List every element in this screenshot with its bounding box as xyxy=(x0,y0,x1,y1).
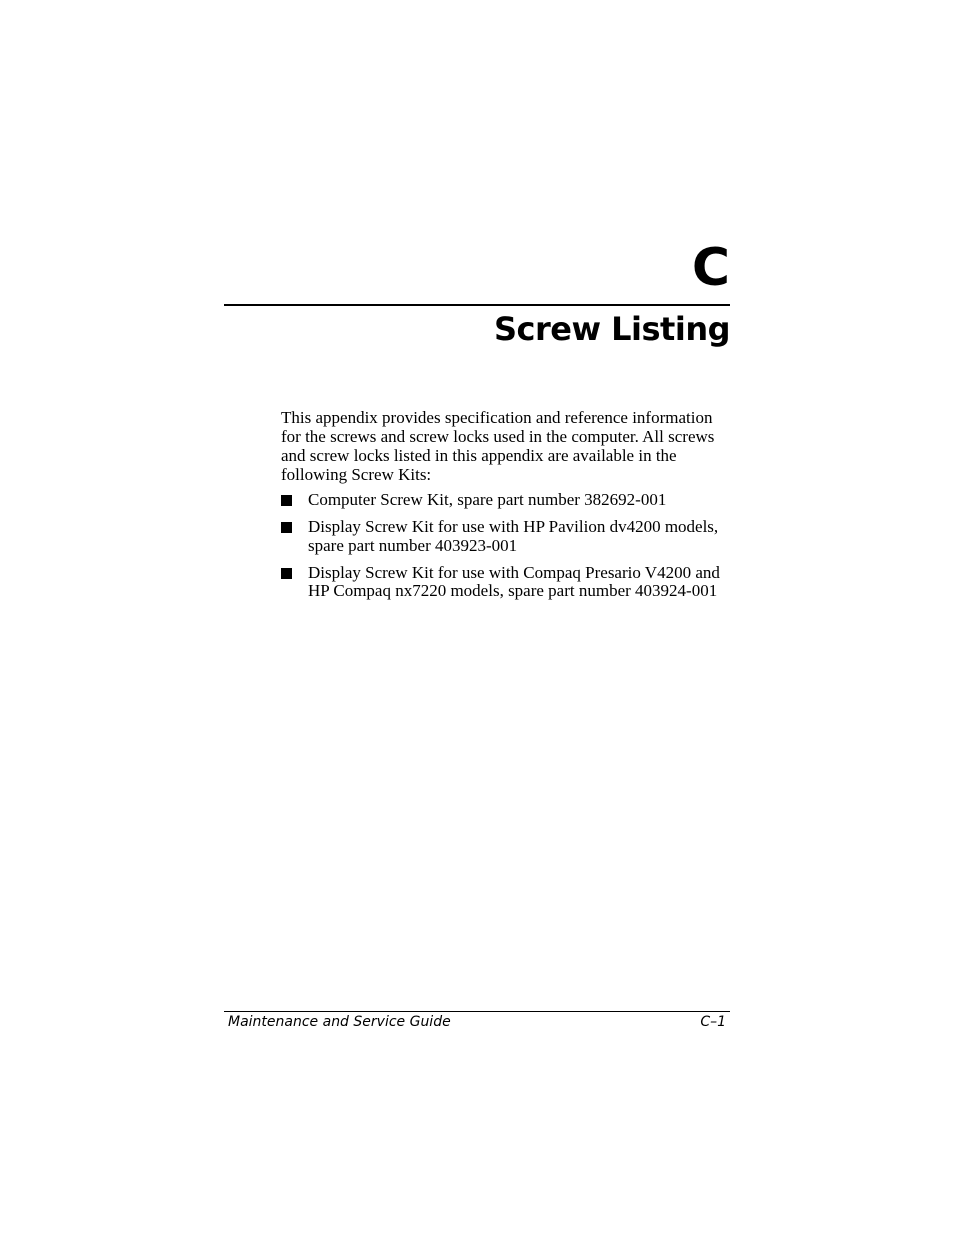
intro-paragraph: This appendix provides specification and reference information for the screws and screw locks used in the computer. All screws and screw locks listed in this appendix are available in the following Screw Kits: xyxy=(281,408,715,484)
list-item xyxy=(281,518,731,555)
page-title: Screw Listing xyxy=(493,310,730,348)
list-item-text: Display Screw Kit for use with HP Pavilion dv4200 models, spare part number 403923-001 xyxy=(308,517,719,555)
footer-page-number: C–1 xyxy=(700,1014,726,1030)
list-item-text: Display Screw Kit for use with Compaq Presario V4200 and HP Compaq nx7220 models, spare part number 403924-001 xyxy=(308,562,720,600)
screw-kit-list xyxy=(281,491,731,609)
list-item xyxy=(281,564,731,601)
square-bullet-icon xyxy=(281,568,292,579)
footer-divider xyxy=(224,1011,730,1012)
list-item-text: Computer Screw Kit, spare part number 382692-001 xyxy=(308,490,667,509)
list-item xyxy=(281,491,731,510)
chapter-letter: C xyxy=(691,238,730,298)
square-bullet-icon xyxy=(281,495,292,506)
square-bullet-icon xyxy=(281,522,292,533)
title-divider xyxy=(224,304,730,306)
footer-guide-title: Maintenance and Service Guide xyxy=(228,1014,451,1030)
